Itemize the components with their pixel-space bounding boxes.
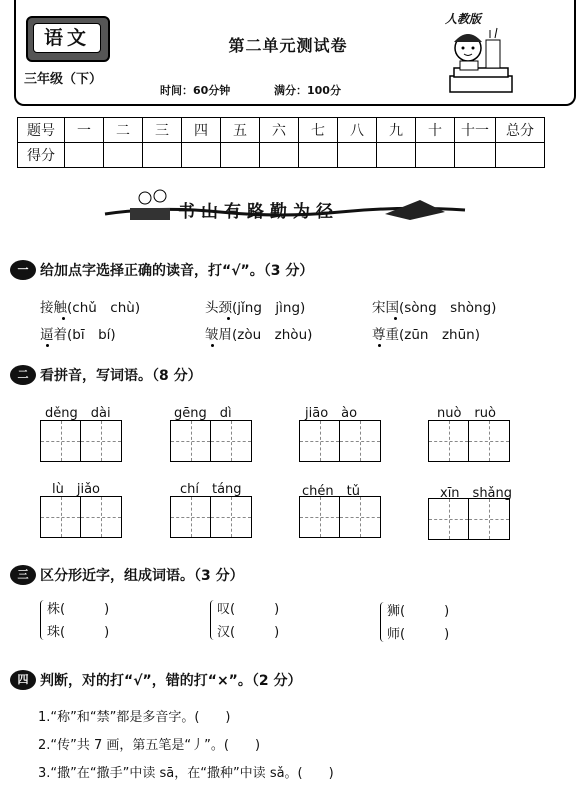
- score-table-score-row: [18, 143, 545, 168]
- section-4-heading: [10, 670, 302, 690]
- section-number-badge: 三: [10, 565, 36, 585]
- section-title: 区分形近字，组成词语。（3 分）: [40, 568, 244, 584]
- section-number-badge: 二: [10, 365, 36, 385]
- writing-grid[interactable]: [428, 498, 510, 540]
- emphasis-dot: [394, 317, 397, 320]
- table-cell: 七: [299, 118, 338, 143]
- section-1-heading: [10, 260, 313, 280]
- table-cell: 四: [182, 118, 221, 143]
- char-pair-group: [380, 600, 449, 646]
- char-pair-item[interactable]: 汉( ): [217, 625, 280, 640]
- score-cell[interactable]: [455, 143, 496, 168]
- judge-item[interactable]: 2.“传”共 7 画，第五笔是“丿”。( ): [38, 738, 261, 753]
- table-cell: 一: [65, 118, 104, 143]
- writing-grid[interactable]: [428, 420, 510, 462]
- char-pair-group: [210, 598, 279, 644]
- section-3-heading: [10, 565, 244, 585]
- pinyin-label: chén tǔ: [302, 484, 360, 499]
- table-cell: 九: [377, 118, 416, 143]
- score-cell[interactable]: [338, 143, 377, 168]
- table-cell: 得分: [18, 143, 65, 168]
- score-cell[interactable]: [143, 143, 182, 168]
- writing-grid[interactable]: [299, 420, 381, 462]
- writing-grid[interactable]: [40, 420, 122, 462]
- writing-grid[interactable]: [170, 496, 252, 538]
- table-cell: 二: [104, 118, 143, 143]
- banner-motto: 书山有路勤为径: [178, 202, 339, 222]
- subject-label: 语文: [33, 23, 101, 53]
- char-pair-group: [40, 598, 109, 644]
- score-table-header-row: [18, 118, 545, 143]
- char-pair-item[interactable]: 珠( ): [47, 625, 110, 640]
- score-cell[interactable]: [260, 143, 299, 168]
- section-title: 给加点字选择正确的读音，打“√”。（3 分）: [40, 263, 314, 279]
- q1-item[interactable]: 皱眉(zòu zhòu): [205, 327, 313, 343]
- score-cell[interactable]: [377, 143, 416, 168]
- writing-grid[interactable]: [299, 496, 381, 538]
- table-cell: 题号: [18, 118, 65, 143]
- writing-grid[interactable]: [40, 496, 122, 538]
- table-cell: 五: [221, 118, 260, 143]
- emphasis-dot: [46, 344, 49, 347]
- page-title: 第二单元测试卷: [228, 36, 348, 55]
- score-cell[interactable]: [65, 143, 104, 168]
- pinyin-label: lù jiǎo: [52, 482, 100, 497]
- section-number-badge: 一: [10, 260, 36, 280]
- pinyin-label: gēng dì: [174, 406, 232, 421]
- table-cell: 三: [143, 118, 182, 143]
- edition-label: 人教版: [445, 12, 482, 26]
- student-illustration: [430, 24, 520, 100]
- char-pair-item[interactable]: 叹( ): [217, 602, 280, 617]
- pinyin-label: xīn shǎng: [440, 486, 513, 501]
- score-cell[interactable]: [496, 143, 545, 168]
- table-cell: 十一: [455, 118, 496, 143]
- section-number-badge: 四: [10, 670, 36, 690]
- q1-item[interactable]: 尊重(zūn zhūn): [372, 327, 480, 343]
- section-title: 看拼音，写词语。（8 分）: [40, 368, 202, 384]
- q1-item[interactable]: 头颈(jǐng jìng): [205, 300, 306, 316]
- judge-item[interactable]: 3.“撒”在“撒手”中读 sā，在“撒种”中读 sǎ。( ): [38, 766, 334, 781]
- score-cell[interactable]: [299, 143, 338, 168]
- emphasis-dot: [62, 317, 65, 320]
- pinyin-label: děng dài: [45, 406, 111, 421]
- time-label: 时间：60分钟: [160, 84, 231, 97]
- table-cell: 六: [260, 118, 299, 143]
- judge-item[interactable]: 1.“称”和“禁”都是多音字。( ): [38, 710, 231, 725]
- char-pair-item[interactable]: 狮( ): [387, 604, 450, 619]
- pinyin-label: jiāo ào: [305, 406, 358, 421]
- grade-label: 三年级（下）: [24, 72, 103, 87]
- section-title: 判断，对的打“√”，错的打“×”。（2 分）: [40, 673, 302, 689]
- score-cell[interactable]: [104, 143, 143, 168]
- writing-grid[interactable]: [170, 420, 252, 462]
- char-pair-item[interactable]: 株( ): [47, 602, 110, 617]
- score-cell[interactable]: [416, 143, 455, 168]
- char-pair-item[interactable]: 师( ): [387, 627, 450, 642]
- pinyin-label: nuò ruò: [437, 406, 496, 421]
- emphasis-dot: [211, 344, 214, 347]
- score-cell[interactable]: [221, 143, 260, 168]
- pinyin-label: chí táng: [180, 482, 242, 497]
- q1-item[interactable]: 接触(chǔ chù): [40, 300, 141, 316]
- full-score-label: 满分：100分: [274, 84, 341, 97]
- section-2-heading: [10, 365, 202, 385]
- q1-item[interactable]: 宋国(sòng shòng): [372, 300, 497, 316]
- score-cell[interactable]: [182, 143, 221, 168]
- score-table: [17, 117, 545, 168]
- q1-item[interactable]: 逼着(bī bí): [40, 327, 116, 343]
- table-cell: 总分: [496, 118, 545, 143]
- emphasis-dot: [227, 317, 230, 320]
- table-cell: 十: [416, 118, 455, 143]
- emphasis-dot: [378, 344, 381, 347]
- table-cell: 八: [338, 118, 377, 143]
